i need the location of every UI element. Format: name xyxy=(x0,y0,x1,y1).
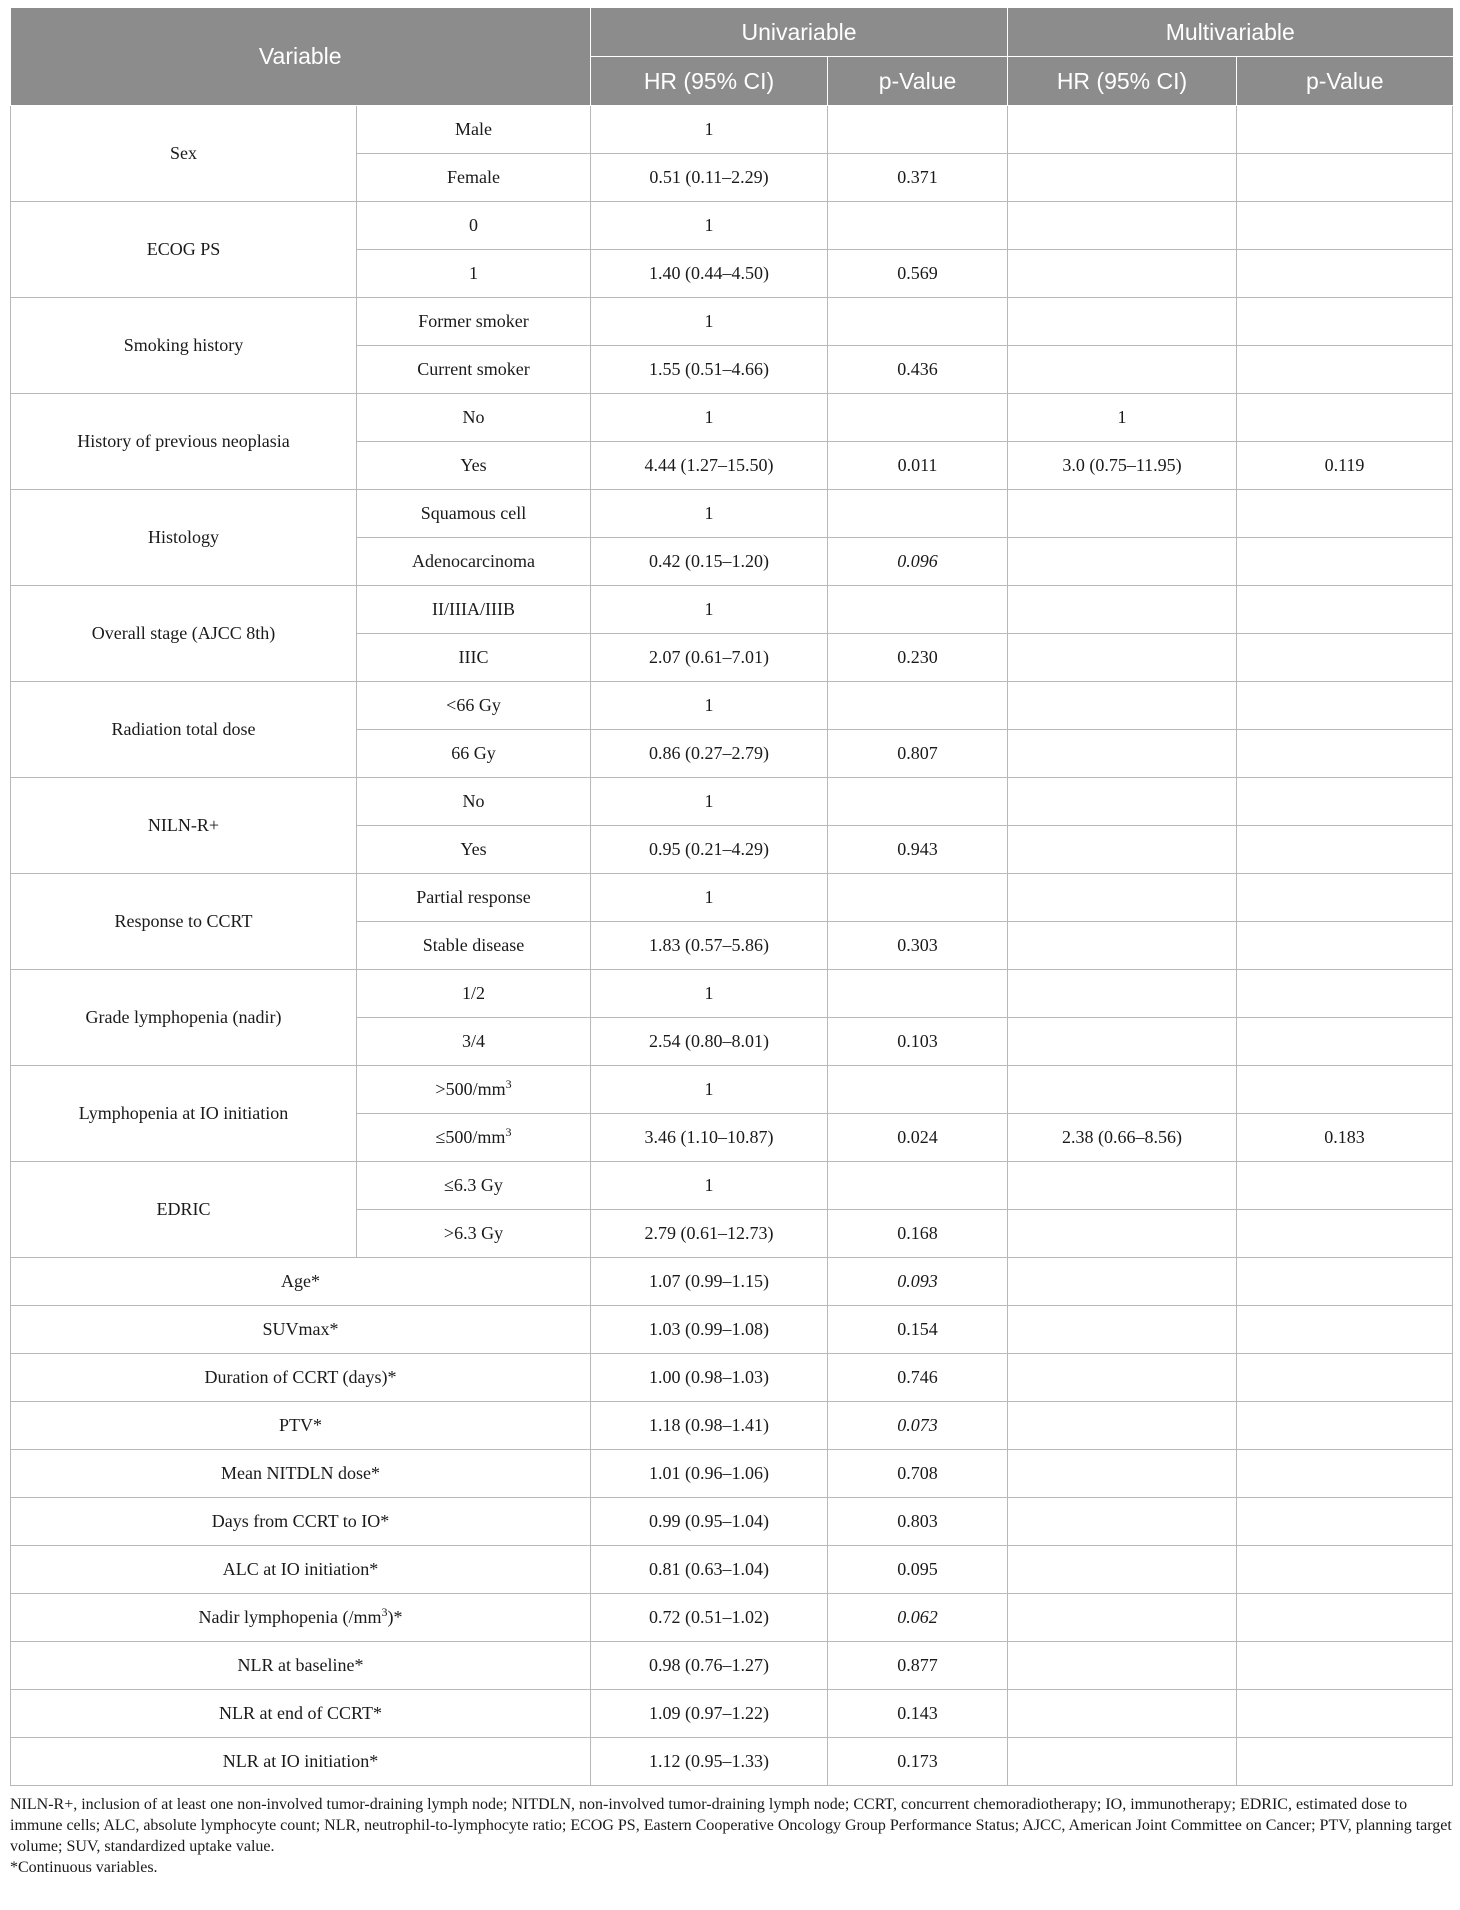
univariable-p-cell-text: 0.073 xyxy=(897,1415,938,1435)
multivariable-p-cell xyxy=(1237,586,1453,634)
variable-name-cell: ALC at IO initiation* xyxy=(11,1546,591,1594)
multivariable-hr-cell xyxy=(1008,106,1237,154)
univariable-hr-cell: 1 xyxy=(591,682,828,730)
level-cell: Partial response xyxy=(357,874,591,922)
multivariable-p-cell xyxy=(1237,154,1453,202)
variable-name-cell: NLR at IO initiation* xyxy=(11,1738,591,1786)
table-row xyxy=(11,1402,1453,1450)
level-cell: 0 xyxy=(357,202,591,250)
header-multivariable: Multivariable xyxy=(1008,8,1453,57)
continuous-variables-footnote: *Continuous variables. xyxy=(10,1859,158,1876)
univariable-p-cell xyxy=(828,298,1008,346)
multivariable-hr-cell xyxy=(1008,1642,1237,1690)
variable-name-cell: Grade lymphopenia (nadir) xyxy=(11,970,357,1066)
univariable-hr-cell: 2.07 (0.61–7.01) xyxy=(591,634,828,682)
univariable-hr-cell: 2.79 (0.61–12.73) xyxy=(591,1210,828,1258)
level-cell: II/IIIA/IIIB xyxy=(357,586,591,634)
table-row xyxy=(11,490,1453,538)
table-row xyxy=(11,970,1453,1018)
level-cell: No xyxy=(357,778,591,826)
multivariable-hr-cell xyxy=(1008,970,1237,1018)
variable-name-cell: PTV* xyxy=(11,1402,591,1450)
variable-name-cell: NLR at baseline* xyxy=(11,1642,591,1690)
superscript: 3 xyxy=(505,1125,512,1139)
univariable-hr-cell: 1.01 (0.96–1.06) xyxy=(591,1450,828,1498)
multivariable-hr-cell xyxy=(1008,538,1237,586)
univariable-hr-cell: 0.86 (0.27–2.79) xyxy=(591,730,828,778)
table-row xyxy=(11,874,1453,922)
multivariable-p-cell xyxy=(1237,682,1453,730)
univariable-p-cell xyxy=(828,394,1008,442)
multivariable-p-cell xyxy=(1237,634,1453,682)
multivariable-hr-cell xyxy=(1008,1738,1237,1786)
abbreviations-footnote: NILN-R+, inclusion of at least one non-involved tumor-draining lymph node; NITDLN, non-involved tumor-draining lymph node; CCRT, concurrent chemoradiotherapy; IO, immunotherapy; EDRIC, estimated dose to immune cells; ALC, absolute lymphocyte count; NLR, neutrophil-to-lymphocyte ratio; ECOG PS, Eastern Cooperative Oncology Group Performance Status; AJCC, American Joint Committee on Cancer; PTV, planning target volume; SUV, standardized uptake value. xyxy=(10,1796,1452,1855)
variable-name-cell: Age* xyxy=(11,1258,591,1306)
header-variable: Variable xyxy=(11,8,591,106)
univariable-p-cell: 0.103 xyxy=(828,1018,1008,1066)
table-row xyxy=(11,1594,1453,1642)
level-cell: Current smoker xyxy=(357,346,591,394)
multivariable-hr-cell xyxy=(1008,1354,1237,1402)
multivariable-p-cell xyxy=(1237,1546,1453,1594)
level-cell: ≤6.3 Gy xyxy=(357,1162,591,1210)
univariable-hr-cell: 3.46 (1.10–10.87) xyxy=(591,1114,828,1162)
table-body xyxy=(11,106,1453,1786)
univariable-p-cell xyxy=(828,682,1008,730)
univariable-p-cell: 0.436 xyxy=(828,346,1008,394)
variable-name-cell: Histology xyxy=(11,490,357,586)
univariable-p-cell-text: 0.096 xyxy=(897,551,938,571)
multivariable-p-cell xyxy=(1237,1738,1453,1786)
multivariable-p-cell xyxy=(1237,826,1453,874)
multivariable-p-cell xyxy=(1237,538,1453,586)
multivariable-p-cell xyxy=(1237,1594,1453,1642)
table-row xyxy=(11,1546,1453,1594)
univariable-p-cell: 0.807 xyxy=(828,730,1008,778)
univariable-hr-cell: 1.03 (0.99–1.08) xyxy=(591,1306,828,1354)
univariable-hr-cell: 1.83 (0.57–5.86) xyxy=(591,922,828,970)
multivariable-p-cell xyxy=(1237,1066,1453,1114)
multivariable-hr-cell xyxy=(1008,1690,1237,1738)
univariable-hr-cell: 1.40 (0.44–4.50) xyxy=(591,250,828,298)
multivariable-hr-cell xyxy=(1008,1018,1237,1066)
multivariable-hr-cell: 3.0 (0.75–11.95) xyxy=(1008,442,1237,490)
table-row xyxy=(11,682,1453,730)
univariable-hr-cell: 0.95 (0.21–4.29) xyxy=(591,826,828,874)
univariable-hr-cell: 1 xyxy=(591,1066,828,1114)
multivariable-p-cell xyxy=(1237,394,1453,442)
header-univariable-hr: HR (95% CI) xyxy=(591,57,828,106)
multivariable-hr-cell xyxy=(1008,154,1237,202)
univariable-hr-cell: 0.51 (0.11–2.29) xyxy=(591,154,828,202)
multivariable-hr-cell xyxy=(1008,1594,1237,1642)
univariable-hr-cell: 1 xyxy=(591,298,828,346)
table-row xyxy=(11,298,1453,346)
table-row xyxy=(11,1258,1453,1306)
level-cell: 3/4 xyxy=(357,1018,591,1066)
univariable-hr-cell: 1.12 (0.95–1.33) xyxy=(591,1738,828,1786)
multivariable-p-cell xyxy=(1237,298,1453,346)
univariable-p-cell xyxy=(828,1594,1008,1642)
table-container xyxy=(10,8,1452,1878)
multivariable-hr-cell xyxy=(1008,874,1237,922)
univariable-hr-cell: 0.99 (0.95–1.04) xyxy=(591,1498,828,1546)
level-cell: Female xyxy=(357,154,591,202)
multivariable-p-cell xyxy=(1237,490,1453,538)
multivariable-hr-cell xyxy=(1008,1306,1237,1354)
multivariable-hr-cell xyxy=(1008,778,1237,826)
univariable-hr-cell: 1 xyxy=(591,202,828,250)
multivariable-hr-cell xyxy=(1008,1258,1237,1306)
superscript: 3 xyxy=(381,1605,388,1619)
univariable-hr-cell: 1 xyxy=(591,490,828,538)
univariable-p-cell: 0.746 xyxy=(828,1354,1008,1402)
univariable-p-cell: 0.011 xyxy=(828,442,1008,490)
univariable-hr-cell: 4.44 (1.27–15.50) xyxy=(591,442,828,490)
multivariable-p-cell xyxy=(1237,1642,1453,1690)
multivariable-hr-cell xyxy=(1008,682,1237,730)
univariable-p-cell: 0.708 xyxy=(828,1450,1008,1498)
multivariable-p-cell xyxy=(1237,970,1453,1018)
multivariable-hr-cell xyxy=(1008,1210,1237,1258)
multivariable-p-cell xyxy=(1237,106,1453,154)
variable-name-cell xyxy=(11,1594,591,1642)
level-cell: IIIC xyxy=(357,634,591,682)
variable-name-cell: EDRIC xyxy=(11,1162,357,1258)
univariable-p-cell: 0.230 xyxy=(828,634,1008,682)
univariable-p-cell-text: 0.062 xyxy=(897,1607,938,1627)
univariable-p-cell: 0.371 xyxy=(828,154,1008,202)
table-footnotes xyxy=(10,1794,1452,1878)
univariable-p-cell: 0.154 xyxy=(828,1306,1008,1354)
level-cell: <66 Gy xyxy=(357,682,591,730)
table-row xyxy=(11,586,1453,634)
table-row xyxy=(11,106,1453,154)
univariable-hr-cell: 1.18 (0.98–1.41) xyxy=(591,1402,828,1450)
table-row xyxy=(11,394,1453,442)
header-univariable-p: p-Value xyxy=(828,57,1008,106)
multivariable-p-cell xyxy=(1237,1162,1453,1210)
multivariable-hr-cell xyxy=(1008,202,1237,250)
univariable-p-cell: 0.168 xyxy=(828,1210,1008,1258)
univariable-hr-cell: 1.09 (0.97–1.22) xyxy=(591,1690,828,1738)
univariable-p-cell xyxy=(828,1162,1008,1210)
level-cell: Yes xyxy=(357,442,591,490)
variable-name-cell: History of previous neoplasia xyxy=(11,394,357,490)
table-row xyxy=(11,778,1453,826)
univariable-p-cell xyxy=(828,106,1008,154)
multivariable-p-cell xyxy=(1237,346,1453,394)
univariable-hr-cell: 2.54 (0.80–8.01) xyxy=(591,1018,828,1066)
univariable-hr-cell: 1.00 (0.98–1.03) xyxy=(591,1354,828,1402)
multivariable-hr-cell xyxy=(1008,298,1237,346)
univariable-p-cell: 0.943 xyxy=(828,826,1008,874)
univariable-hr-cell: 1.55 (0.51–4.66) xyxy=(591,346,828,394)
level-cell: Squamous cell xyxy=(357,490,591,538)
variable-name-cell: NLR at end of CCRT* xyxy=(11,1690,591,1738)
level-cell: 1/2 xyxy=(357,970,591,1018)
univariable-hr-cell: 0.72 (0.51–1.02) xyxy=(591,1594,828,1642)
header-univariable: Univariable xyxy=(591,8,1008,57)
level-cell: Yes xyxy=(357,826,591,874)
multivariable-hr-cell xyxy=(1008,922,1237,970)
multivariable-p-cell xyxy=(1237,922,1453,970)
level-cell: 66 Gy xyxy=(357,730,591,778)
multivariable-hr-cell xyxy=(1008,1450,1237,1498)
variable-name-cell-text: Nadir lymphopenia (/mm xyxy=(198,1607,382,1627)
univariable-hr-cell: 0.98 (0.76–1.27) xyxy=(591,1642,828,1690)
univariable-p-cell: 0.877 xyxy=(828,1642,1008,1690)
multivariable-p-cell xyxy=(1237,250,1453,298)
univariable-p-cell: 0.569 xyxy=(828,250,1008,298)
multivariable-p-cell xyxy=(1237,1306,1453,1354)
multivariable-p-cell xyxy=(1237,1210,1453,1258)
variable-name-cell: Response to CCRT xyxy=(11,874,357,970)
table-row xyxy=(11,1690,1453,1738)
multivariable-hr-cell xyxy=(1008,1162,1237,1210)
multivariable-p-cell xyxy=(1237,1354,1453,1402)
variable-name-cell: Overall stage (AJCC 8th) xyxy=(11,586,357,682)
multivariable-hr-cell xyxy=(1008,346,1237,394)
multivariable-hr-cell xyxy=(1008,826,1237,874)
variable-name-cell: Mean NITDLN dose* xyxy=(11,1450,591,1498)
multivariable-p-cell xyxy=(1237,730,1453,778)
level-cell: No xyxy=(357,394,591,442)
variable-name-cell: Smoking history xyxy=(11,298,357,394)
level-cell-text: ≤500/mm xyxy=(435,1127,506,1147)
level-cell: Stable disease xyxy=(357,922,591,970)
univariable-hr-cell: 0.42 (0.15–1.20) xyxy=(591,538,828,586)
variable-name-cell-suffix: )* xyxy=(387,1607,403,1627)
univariable-p-cell xyxy=(828,1402,1008,1450)
univariable-p-cell xyxy=(828,874,1008,922)
table-row xyxy=(11,1738,1453,1786)
level-cell xyxy=(357,1114,591,1162)
multivariable-p-cell: 0.119 xyxy=(1237,442,1453,490)
table-row xyxy=(11,1306,1453,1354)
multivariable-hr-cell xyxy=(1008,250,1237,298)
univariable-p-cell: 0.095 xyxy=(828,1546,1008,1594)
multivariable-hr-cell xyxy=(1008,1546,1237,1594)
level-cell xyxy=(357,1066,591,1114)
multivariable-p-cell xyxy=(1237,1498,1453,1546)
multivariable-p-cell xyxy=(1237,778,1453,826)
table-row xyxy=(11,1642,1453,1690)
variable-name-cell: Duration of CCRT (days)* xyxy=(11,1354,591,1402)
table-row xyxy=(11,1498,1453,1546)
header-multivariable-p: p-Value xyxy=(1237,57,1453,106)
hazard-ratio-table xyxy=(10,8,1453,1786)
univariable-p-cell xyxy=(828,586,1008,634)
table-row xyxy=(11,1066,1453,1114)
level-cell: 1 xyxy=(357,250,591,298)
multivariable-hr-cell xyxy=(1008,634,1237,682)
variable-name-cell: ECOG PS xyxy=(11,202,357,298)
multivariable-hr-cell xyxy=(1008,1066,1237,1114)
univariable-p-cell: 0.803 xyxy=(828,1498,1008,1546)
multivariable-hr-cell xyxy=(1008,1402,1237,1450)
multivariable-hr-cell xyxy=(1008,490,1237,538)
level-cell: >6.3 Gy xyxy=(357,1210,591,1258)
univariable-hr-cell: 1 xyxy=(591,106,828,154)
header-multivariable-hr: HR (95% CI) xyxy=(1008,57,1237,106)
table-row xyxy=(11,1450,1453,1498)
univariable-p-cell xyxy=(828,778,1008,826)
univariable-p-cell xyxy=(828,490,1008,538)
univariable-hr-cell: 1 xyxy=(591,394,828,442)
multivariable-p-cell: 0.183 xyxy=(1237,1114,1453,1162)
multivariable-p-cell xyxy=(1237,1690,1453,1738)
table-row xyxy=(11,1162,1453,1210)
univariable-p-cell: 0.303 xyxy=(828,922,1008,970)
level-cell-text: >500/mm xyxy=(435,1079,506,1099)
univariable-hr-cell: 1 xyxy=(591,586,828,634)
variable-name-cell: SUVmax* xyxy=(11,1306,591,1354)
multivariable-p-cell xyxy=(1237,202,1453,250)
variable-name-cell: Radiation total dose xyxy=(11,682,357,778)
univariable-hr-cell: 1 xyxy=(591,874,828,922)
univariable-p-cell: 0.173 xyxy=(828,1738,1008,1786)
variable-name-cell: Lymphopenia at IO initiation xyxy=(11,1066,357,1162)
level-cell: Male xyxy=(357,106,591,154)
univariable-p-cell: 0.143 xyxy=(828,1690,1008,1738)
multivariable-p-cell xyxy=(1237,1402,1453,1450)
multivariable-hr-cell xyxy=(1008,586,1237,634)
univariable-p-cell xyxy=(828,970,1008,1018)
multivariable-hr-cell xyxy=(1008,730,1237,778)
multivariable-p-cell xyxy=(1237,1450,1453,1498)
variable-name-cell: Sex xyxy=(11,106,357,202)
univariable-hr-cell: 0.81 (0.63–1.04) xyxy=(591,1546,828,1594)
univariable-hr-cell: 1 xyxy=(591,1162,828,1210)
univariable-hr-cell: 1 xyxy=(591,778,828,826)
univariable-p-cell: 0.024 xyxy=(828,1114,1008,1162)
multivariable-hr-cell: 1 xyxy=(1008,394,1237,442)
univariable-hr-cell: 1 xyxy=(591,970,828,1018)
univariable-p-cell xyxy=(828,538,1008,586)
multivariable-p-cell xyxy=(1237,1258,1453,1306)
univariable-hr-cell: 1.07 (0.99–1.15) xyxy=(591,1258,828,1306)
variable-name-cell: Days from CCRT to IO* xyxy=(11,1498,591,1546)
table-row xyxy=(11,202,1453,250)
table-row xyxy=(11,1354,1453,1402)
univariable-p-cell-text: 0.093 xyxy=(897,1271,938,1291)
level-cell: Adenocarcinoma xyxy=(357,538,591,586)
univariable-p-cell xyxy=(828,1066,1008,1114)
univariable-p-cell xyxy=(828,202,1008,250)
multivariable-hr-cell: 2.38 (0.66–8.56) xyxy=(1008,1114,1237,1162)
multivariable-p-cell xyxy=(1237,874,1453,922)
multivariable-p-cell xyxy=(1237,1018,1453,1066)
superscript: 3 xyxy=(505,1077,512,1091)
variable-name-cell: NILN-R+ xyxy=(11,778,357,874)
level-cell: Former smoker xyxy=(357,298,591,346)
multivariable-hr-cell xyxy=(1008,1498,1237,1546)
univariable-p-cell xyxy=(828,1258,1008,1306)
